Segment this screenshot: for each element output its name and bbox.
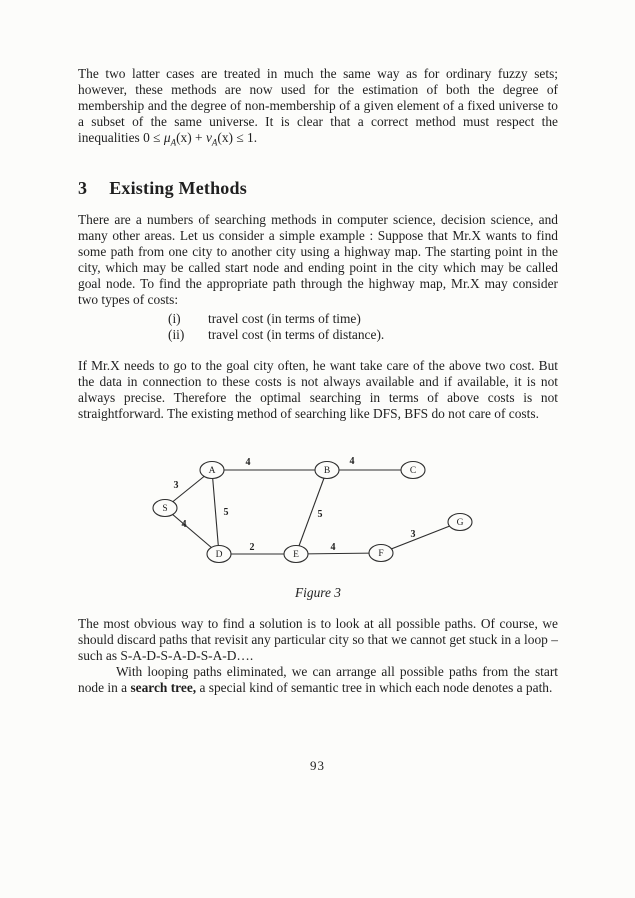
node-label: E	[293, 550, 299, 560]
page-number: 93	[310, 758, 325, 773]
edge-weight-label: 5	[223, 507, 229, 518]
node-label: C	[409, 466, 417, 476]
section-number: 3	[78, 178, 88, 198]
node-label: D	[215, 550, 223, 560]
node-label: A	[208, 466, 216, 476]
paragraph-text	[78, 66, 558, 151]
edge-weight-label: 4	[245, 457, 251, 468]
node-label: B	[323, 466, 331, 476]
paragraph-body: a special kind of semantic tree in which each node denotes a path.	[196, 680, 553, 695]
mu-symbol: μ	[163, 130, 171, 145]
node-label: F	[378, 549, 384, 559]
graph-node-labels	[162, 466, 463, 560]
edge-weight-label: 4	[349, 456, 355, 467]
edge-weight-label: 4	[181, 519, 187, 530]
graph-edges	[165, 470, 460, 554]
mu-term	[163, 130, 177, 148]
graph-edge-f-g	[381, 522, 460, 553]
nu-symbol: v	[205, 130, 212, 145]
graph-edge-a-d	[212, 470, 219, 554]
formula-end: (x) ≤ 1.	[217, 130, 258, 145]
costs-list	[78, 311, 558, 343]
paragraph-fuzzy-sets	[78, 66, 558, 151]
list-item	[78, 311, 558, 327]
list-item-text: travel cost (in terms of time)	[208, 311, 361, 326]
nu-subscript: A	[211, 137, 218, 148]
list-item-text: travel cost (in terms of distance).	[208, 327, 385, 342]
section-heading	[78, 178, 558, 199]
paragraph-body: With looping paths eliminated, we can arrange all possible paths from the start node in a	[78, 664, 558, 695]
edge-weight-label: 3	[410, 529, 416, 540]
node-label: G	[456, 518, 464, 528]
paragraph-body: The two latter cases are treated in much the same way as for ordinary fuzzy sets; however, these methods are now used for the estimation of both the degree of membership and the degree of non-membership of a given element of a fixed universe to a subset of the same universe. It is clear that a correct method must respect the inequalities 0 ≤	[78, 66, 558, 145]
nu-term	[205, 130, 218, 148]
paragraph-text: There are a numbers of searching methods in computer science, decision science, and many other areas. Let us consider a simple example : Suppose that Mr.X wants to find some path from one city to another city using a highway map. The starting point in the city, which may be called start node and ending point in the city which may be called goal node. To find the appropriate path through the highway map, Mr.X may consider two types of costs:	[78, 212, 558, 307]
formula-mid: (x) +	[176, 130, 206, 145]
list-item	[78, 327, 558, 343]
edge-weight-label: 4	[330, 542, 336, 553]
graph-node-shapes	[153, 462, 472, 563]
edge-weight-label: 2	[249, 542, 255, 553]
paragraph-text: If Mr.X needs to go to the goal city often, he want take care of the above two cost. But the data in connection to these costs is not always available and if available, it is not always precise. Therefore the optimal searching in terms of above costs is not straightforward. The existing method of searching like DFS, BFS do not care of costs.	[78, 358, 558, 421]
graph-edge-e-f	[296, 553, 381, 554]
paragraph-possible-paths: The most obvious way to find a solution is to look at all possible paths. Of course, we should discard paths that revisit any particular city so that we cannot get stuck in a loop – such as S-A-D-S-A-D-S-A-D….	[78, 616, 558, 663]
list-marker: (ii)	[168, 327, 185, 342]
edge-weight-label: 3	[173, 480, 179, 491]
figure-graph	[0, 440, 635, 585]
mu-subscript: A	[170, 137, 177, 148]
edge-weight-label: 5	[317, 509, 323, 520]
list-marker: (i)	[168, 311, 181, 326]
paragraph-search-tree	[78, 664, 558, 696]
figure-caption: Figure 3	[295, 585, 341, 600]
paragraph-goal-city	[78, 358, 558, 422]
node-label: S	[162, 504, 168, 514]
search-tree-bold: search tree,	[130, 680, 197, 695]
paragraph-possible-paths-group	[78, 616, 558, 696]
paragraph-searching-methods	[78, 212, 558, 308]
section-title: Existing Methods	[109, 178, 247, 198]
